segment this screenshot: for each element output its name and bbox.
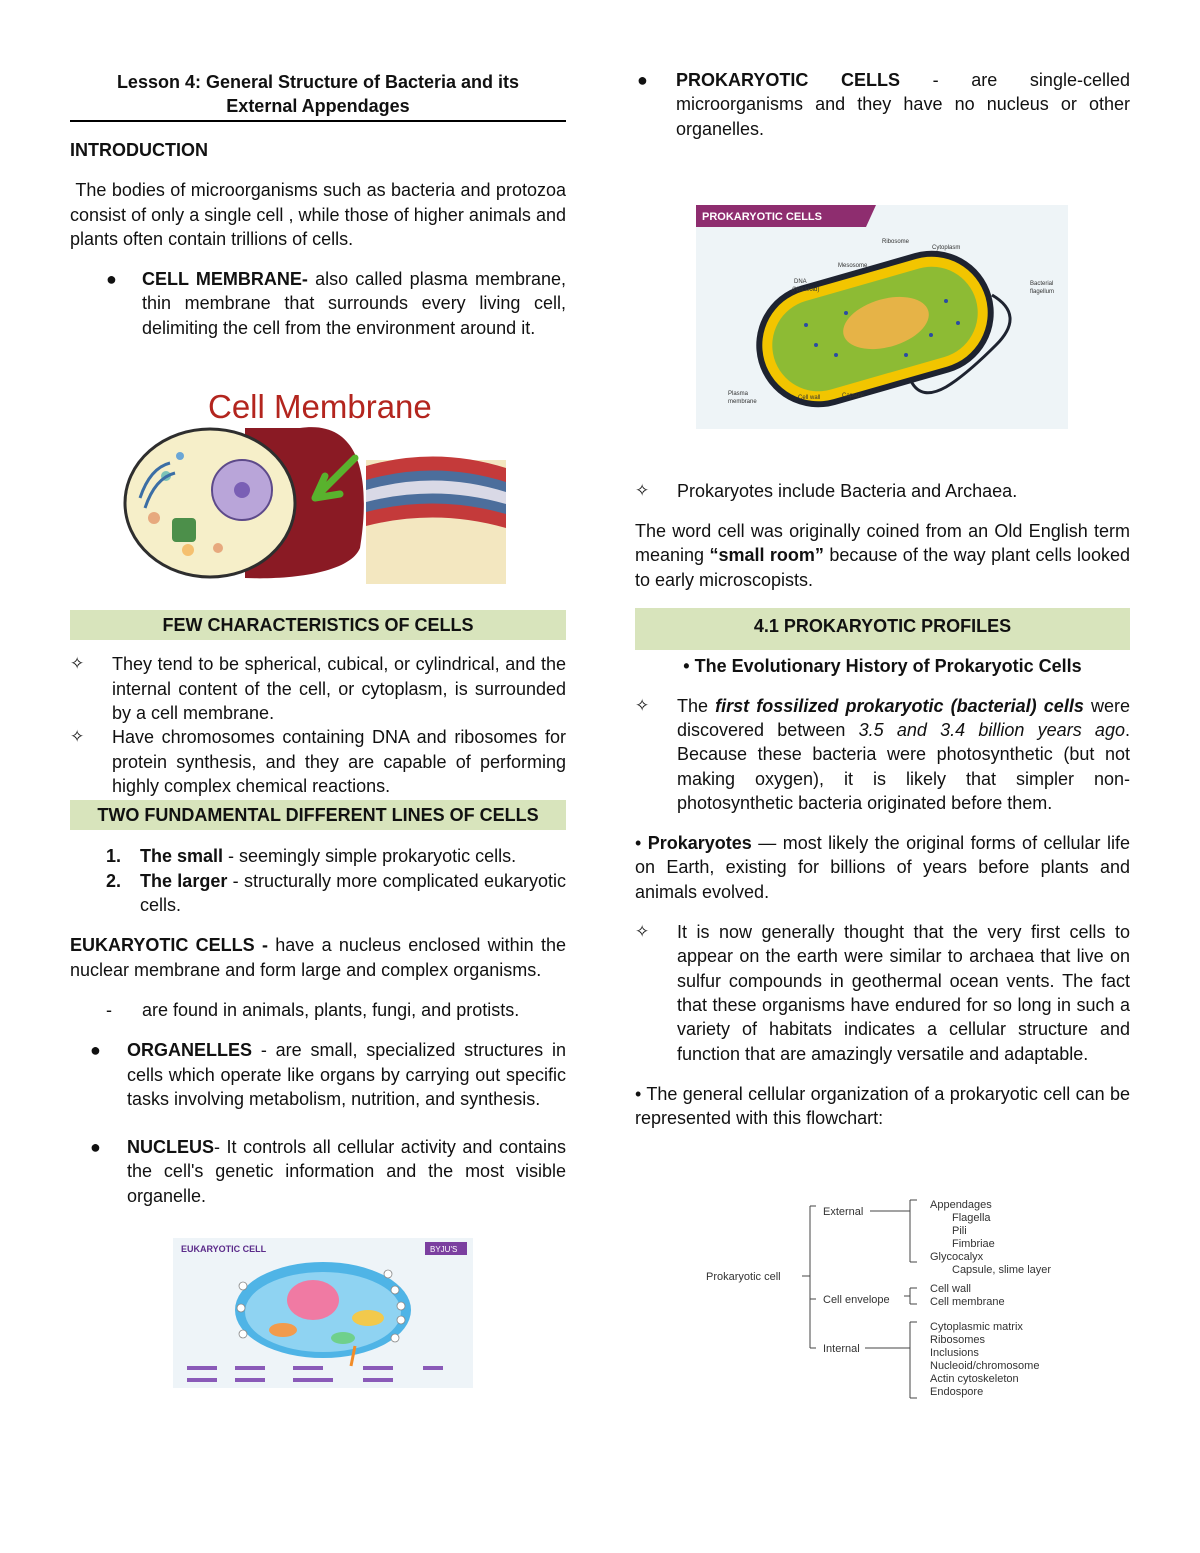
prokaryotes-term: Prokaryotes	[647, 833, 752, 854]
right-column	[635, 68, 1130, 1406]
prokaryotic-item	[635, 68, 1130, 141]
diamond-star-icon: ✧	[635, 695, 650, 715]
flowchart-root: Prokaryotic cell	[706, 1271, 781, 1284]
cell-membrane-figure-title: Cell Membrane	[208, 388, 432, 426]
flowchart-item: Actin cytoskeleton	[930, 1373, 1019, 1386]
eukaryotic-dash-item	[70, 998, 566, 1022]
organelle-shape	[331, 1332, 355, 1344]
bullet-icon: ●	[90, 1040, 101, 1061]
flowchart-item: Cytoplasmic matrix	[930, 1321, 1023, 1334]
word-cell-bold: “small room”	[709, 545, 824, 566]
word-cell-paragraph	[635, 519, 1130, 592]
dash-marker: -	[106, 999, 112, 1020]
characteristic-text: They tend to be spherical, cubical, or cylindrical, and the internal content of the cell, or cytoplasm, is surrounded by a cell membrane.	[112, 654, 566, 723]
flowchart-item: Cell wall	[930, 1283, 971, 1296]
word-cell-post: because of the way plant cells looked to early microscopists.	[635, 545, 1131, 590]
diamond-star-icon: ✧	[635, 922, 650, 942]
line-item	[70, 844, 566, 868]
two-lines-heading: TWO FUNDAMENTAL DIFFERENT LINES OF CELLS	[70, 800, 566, 830]
prokaryotic-term: PROKARYOTIC CELLS	[676, 70, 900, 90]
fossil-post: . Because these bacteria were photosynthetic (but not making oxygen), it is likely that simpler non-photosynthetic bacteria originated before them.	[677, 719, 1130, 813]
flowchart-item: Appendages	[930, 1199, 992, 1212]
label-plasma: Plasma	[728, 390, 749, 397]
logo-text: BYJU'S	[430, 1245, 458, 1255]
label-mesosome: Mesosome	[838, 262, 868, 269]
bullet-icon: ●	[90, 1137, 101, 1158]
nucleus-shape	[287, 1280, 339, 1320]
organelles-text: - are small, specialized structures in cells which operate like organs by carrying out specific tasks involving metabolism, nutrition, and synthesis.	[127, 1040, 566, 1109]
fossil-italic: 3.5 and 3.4 billion years ago	[858, 719, 1125, 740]
introduction-paragraph: The bodies of microorganisms such as bacteria and protozoa consist of only a single cell , while those of higher animals and plants often contain trillions of cells.	[70, 180, 572, 249]
prokaryotic-text: - are single-celled microorganisms and they have no nucleus or other organelles.	[676, 70, 1130, 139]
organelle-dot	[148, 512, 160, 524]
cell-membrane-figure	[70, 368, 566, 588]
fossil-bold: first fossilized prokaryotic (bacterial) cells	[715, 695, 1084, 716]
archaea-note-item	[635, 479, 1130, 503]
introduction-heading: INTRODUCTION	[70, 140, 208, 160]
lesson-title	[70, 70, 566, 122]
bullet-icon: ●	[106, 269, 117, 290]
eukaryotic-text: have a nucleus enclosed within the nuclear membrane and form large and complex organisms.	[70, 935, 566, 980]
flowchart-item: Nucleoid/chromosome	[930, 1360, 1040, 1373]
prokaryotes-lead: •	[635, 833, 648, 854]
flowchart-branch-envelope: Cell envelope	[823, 1294, 890, 1307]
flowchart-branch-external: External	[823, 1206, 864, 1219]
label-cytoplasm: Cytoplasm	[932, 244, 961, 251]
label-bacterial: Bacterial	[1030, 280, 1054, 287]
organelle-shape	[269, 1323, 297, 1337]
label-ribosome: Ribosome	[882, 238, 910, 245]
organelles-term: ORGANELLES	[127, 1040, 253, 1061]
evolution-heading: • The Evolutionary History of Prokaryotic Cells	[683, 656, 1082, 677]
title-line-1: Lesson 4: General Structure of Bacteria and its	[116, 72, 520, 92]
prokaryotes-paragraph	[635, 831, 1130, 904]
organelle-block	[172, 518, 196, 542]
bilayer-closeup	[366, 457, 506, 585]
nucleus-text: - It controls all cellular activity and contains the cell's genetic information and the most visible organelle.	[127, 1137, 566, 1206]
organelle-dot	[213, 543, 223, 553]
line-item	[70, 869, 566, 918]
flowchart-item: Endospore	[930, 1386, 984, 1399]
nucleolus-shape	[234, 482, 250, 498]
prokaryotic-cell-figure	[696, 205, 1068, 429]
organelle-dot	[176, 452, 184, 460]
flowchart-item: Glycocalyx	[930, 1251, 984, 1264]
word-cell-pre: The word cell was originally coined from an Old English term meaning	[635, 521, 1130, 566]
list-number: 1.	[106, 846, 122, 867]
cell-membrane-item	[70, 267, 566, 340]
characteristic-text: Have chromosomes containing DNA and ribosomes for protein synthesis, and they are capable of performing highly complex chemical reactions.	[112, 727, 566, 796]
flowchart-item: Pili	[952, 1225, 967, 1238]
eukaryotic-term: EUKARYOTIC CELLS -	[70, 935, 268, 956]
list-number: 2.	[106, 870, 122, 891]
prokaryotic-flowchart	[670, 1186, 1070, 1406]
eukaryotic-dash-text: are found in animals, plants, fungi, and protists.	[142, 999, 520, 1020]
label-capsule: Capsule	[842, 392, 865, 399]
fossil-mid: were discovered between	[677, 695, 1130, 740]
bullet-icon: ●	[637, 70, 648, 90]
flowchart-item: Flagella	[952, 1212, 991, 1225]
prokaryotes-text: — most likely the original forms of cellular life on Earth, existing for billions of years before plants and animals evolved.	[635, 833, 1131, 902]
line-term: The larger	[140, 870, 228, 891]
flowchart-item: Cell membrane	[930, 1296, 1005, 1309]
line-text: - seemingly simple prokaryotic cells.	[223, 846, 517, 867]
flowchart-branch-internal: Internal	[823, 1343, 860, 1356]
flowchart-item: Ribosomes	[930, 1334, 986, 1347]
fossil-pre: The	[677, 695, 716, 716]
title-line-2: External Appendages	[226, 96, 410, 116]
diamond-star-icon: ✧	[635, 480, 650, 500]
fossil-item	[635, 694, 1130, 815]
eukaryotic-figure-title: EUKARYOTIC CELL	[181, 1244, 267, 1255]
archaea-first-item	[635, 920, 1130, 1066]
flowchart-intro: • The general cellular organization of a prokaryotic cell can be represented with this flowchart:	[635, 1083, 1130, 1129]
characteristics-heading: FEW CHARACTERISTICS OF CELLS	[70, 610, 566, 640]
organelle-dot	[182, 544, 194, 556]
label-nucleoid: (Nucleoid)	[792, 286, 820, 293]
diamond-star-icon: ✧	[70, 654, 85, 674]
diamond-star-icon: ✧	[70, 727, 85, 747]
profiles-heading: 4.1 PROKARYOTIC PROFILES	[635, 608, 1130, 650]
label-membrane: membrane	[728, 398, 757, 405]
nucleus-item	[70, 1135, 566, 1208]
eukaryotic-paragraph	[70, 933, 566, 982]
line-text: - structurally more complicated eukaryotic cells.	[140, 870, 566, 916]
line-term: The small	[140, 846, 224, 867]
nucleus-term: NUCLEUS	[127, 1137, 215, 1158]
mitochondrion-shape	[352, 1310, 384, 1326]
flowchart-item: Fimbriae	[952, 1238, 995, 1251]
cell-membrane-text: also called plasma membrane, thin membrane that surrounds every living cell, delimiting the cell from the environment around it.	[142, 269, 566, 338]
characteristic-item	[70, 725, 566, 798]
prokaryotic-figure-title: PROKARYOTIC CELLS	[702, 210, 822, 223]
flowchart-item: Inclusions	[930, 1347, 979, 1360]
cell-membrane-term: CELL MEMBRANE-	[142, 269, 308, 290]
label-cell-wall: Cell wall	[798, 394, 821, 401]
label-flagellum: flagellum	[1030, 288, 1055, 295]
archaea-first-text: It is now generally thought that the very first cells to appear on the earth were similar to archaea that live on sulfur compounds in geothermal ocean vents. The fact that these organisms have endured for so long in such a variety of habitats indicates a cellular structure and function that are amazingly versatile and adaptable.	[677, 922, 1130, 1064]
archaea-note-text: Prokaryotes include Bacteria and Archaea.	[677, 480, 1018, 501]
label-dna: DNA	[794, 278, 807, 285]
characteristic-item	[70, 652, 566, 725]
eukaryotic-cell-figure	[173, 1238, 473, 1388]
organelles-item	[70, 1038, 566, 1111]
left-column	[70, 68, 572, 1388]
flowchart-item: Capsule, slime layer	[952, 1264, 1052, 1277]
